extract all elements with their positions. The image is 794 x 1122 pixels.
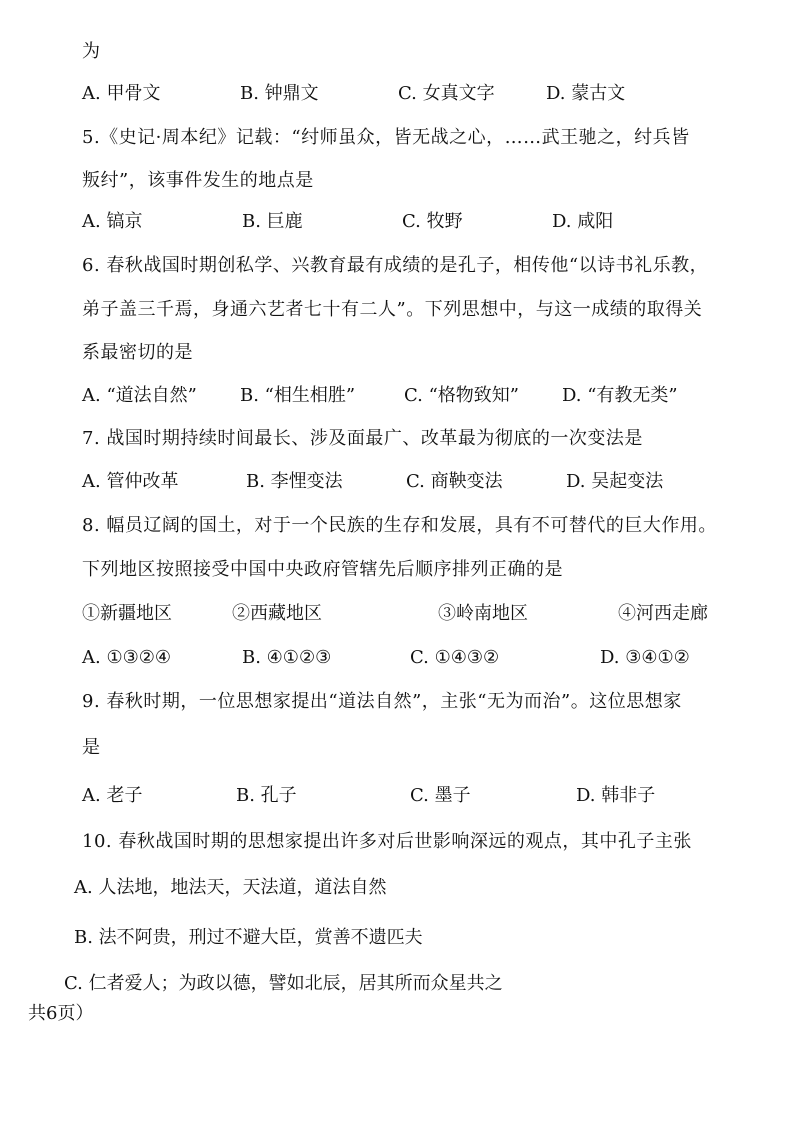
q8-option-b: B. ④①②③ [242,647,332,668]
q9-stem-line2: 是 [82,737,101,758]
q5-stem-line2: 叛纣”，该事件发生的地点是 [82,170,314,191]
q8-option-d: D. ③④①② [600,647,690,668]
q9-stem-line1: 9. 春秋时期，一位思想家提出“道法自然”，主张“无为而治”。这位思想家 [82,691,682,712]
q8-item-4: ④河西走廊 [618,603,708,624]
q10-option-c: C. 仁者爱人；为政以德，譬如北辰，居其所而众星共之 [64,973,503,994]
q5-option-c: C. 牧野 [402,211,463,232]
q8-stem-line2: 下列地区按照接受中国中央政府管辖先后顺序排列正确的是 [82,559,563,580]
q5-option-a: A. 镐京 [82,211,143,232]
q6-stem-line3: 系最密切的是 [82,342,193,363]
q9-option-a: A. 老子 [82,785,143,806]
q5-option-d: D. 咸阳 [552,211,614,232]
q8-option-c: C. ①④③② [410,647,500,668]
q6-option-d: D. “有教无类” [562,385,678,406]
q9-option-b: B. 孔子 [236,785,297,806]
q4-option-a: A. 甲骨文 [82,83,161,104]
q6-option-c: C. “格物致知” [404,385,519,406]
q7-stem: 7. 战国时期持续时间最长、涉及面最广、改革最为彻底的一次变法是 [82,428,643,449]
q5-stem-line1: 5.《史记·周本纪》记载：“纣师虽众，皆无战之心，……武王驰之，纣兵皆 [82,127,690,148]
page-count-footer: 共6页） [28,1003,94,1024]
q6-option-a: A. “道法自然” [82,385,197,406]
q9-option-c: C. 墨子 [410,785,471,806]
q4-option-c: C. 女真文字 [398,83,495,104]
q10-stem: 10. 春秋战国时期的思想家提出许多对后世影响深远的观点，其中孔子主张 [82,831,692,852]
q7-option-d: D. 吴起变法 [566,471,664,492]
q9-option-d: D. 韩非子 [576,785,656,806]
q6-stem-line1: 6. 春秋战国时期创私学、兴教育最有成绩的是孔子，相传他“以诗书礼乐教， [82,255,709,276]
q7-option-c: C. 商鞅变法 [406,471,503,492]
q6-stem-line2: 弟子盖三千焉，身通六艺者七十有二人”。下列思想中，与这一成绩的取得关 [82,299,703,320]
q7-option-b: B. 李悝变法 [246,471,343,492]
q8-item-2: ②西藏地区 [232,603,322,624]
q7-option-a: A. 管仲改革 [82,471,179,492]
q8-stem-line1: 8. 幅员辽阔的国土，对于一个民族的生存和发展，具有不可替代的巨大作用。 [82,515,717,536]
q8-item-1: ①新疆地区 [82,603,172,624]
q4-stem-end: 为 [82,41,101,62]
q6-option-b: B. “相生相胜” [240,385,356,406]
q10-option-a: A. 人法地，地法天，天法道，道法自然 [74,877,387,898]
q4-option-b: B. 钟鼎文 [240,83,319,104]
q8-item-3: ③岭南地区 [438,603,528,624]
q8-option-a: A. ①③②④ [82,647,171,668]
q5-option-b: B. 巨鹿 [242,211,303,232]
q4-option-d: D. 蒙古文 [546,83,626,104]
q10-option-b: B. 法不阿贵，刑过不避大臣，赏善不遗匹夫 [74,927,423,948]
